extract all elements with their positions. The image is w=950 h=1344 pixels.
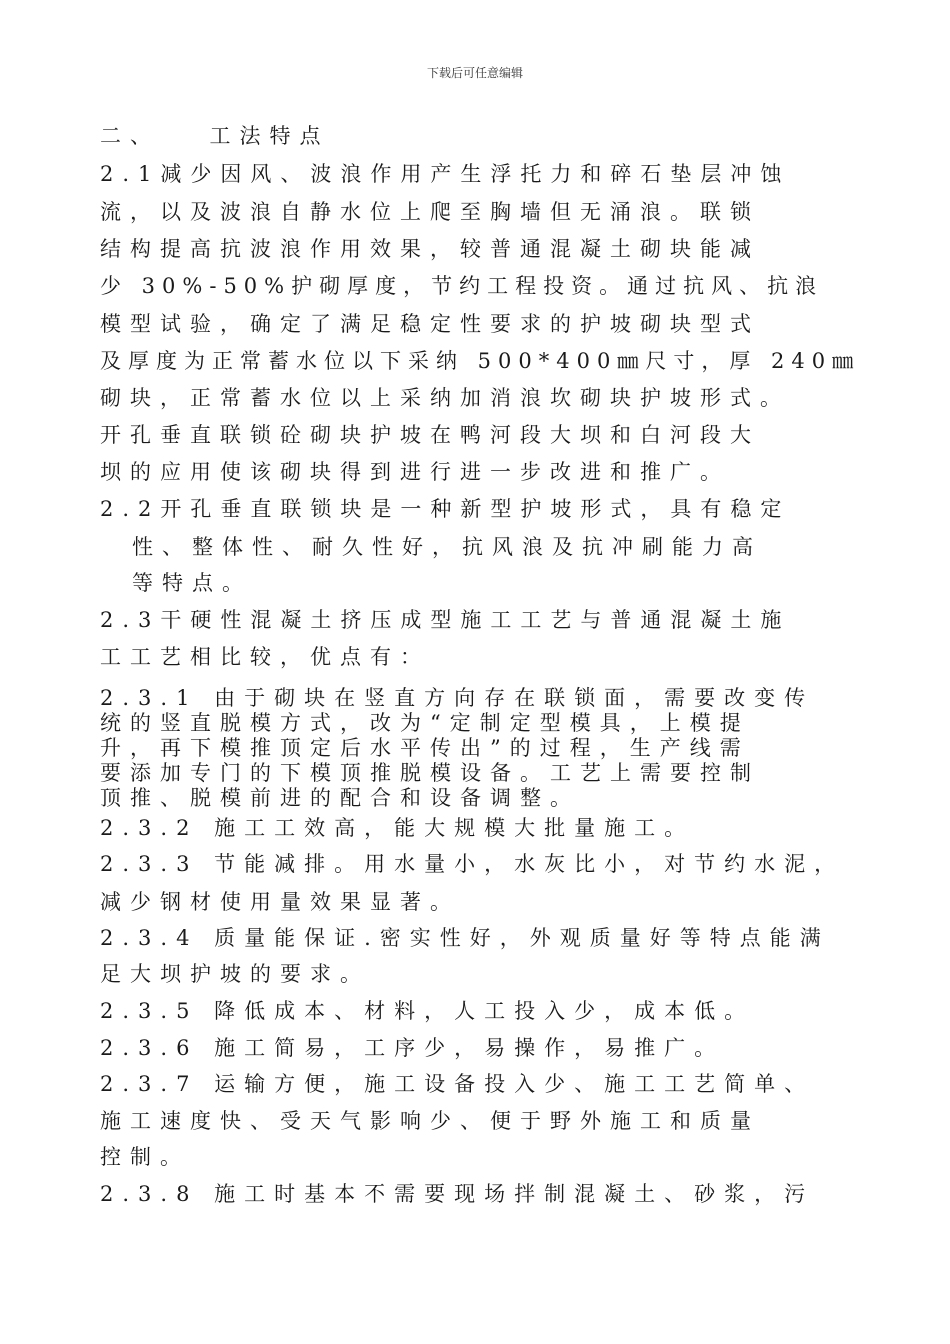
paragraph-line: 2.3.7 运输方便，施工设备投入少、施工工艺简单、	[100, 1072, 815, 1096]
paragraph-line: 足大坝护坡的要求。	[100, 962, 370, 986]
paragraph-line: 2.3干硬性混凝土挤压成型施工工艺与普通混凝土施	[100, 608, 791, 632]
paragraph-line: 施工速度快、受天气影响少、便于野外施工和质量	[100, 1109, 760, 1133]
paragraph-line: 性、整体性、耐久性好，抗风浪及抗冲刷能力高	[132, 535, 762, 559]
paragraph-line: 2.3.8 施工时基本不需要现场拌制混凝土、砂浆，污	[100, 1182, 815, 1206]
paragraph-line: 2.3.6 施工简易，工序少，易操作，易推广。	[100, 1036, 725, 1060]
paragraph-line: 要添加专门的下模顶推脱模设备。工艺上需要控制	[100, 761, 760, 785]
paragraph-line: 坝的应用使该砌块得到进行进一步改进和推广。	[100, 460, 730, 484]
paragraph-line: 2.3.4 质量能保证.密实性好，外观质量好等特点能满	[100, 926, 830, 950]
paragraph-line: 2.3.2 施工工效高，能大规模大批量施工。	[100, 816, 695, 840]
paragraph-line: 统的竖直脱模方式，改为“定制定型模具，上模提	[100, 711, 750, 735]
section-heading: 二、 工法特点	[100, 124, 330, 148]
paragraph-line: 2.1减少因风、波浪作用产生浮托力和碎石垫层冲蚀	[100, 162, 791, 186]
page-header-note: 下载后可任意编辑	[426, 66, 523, 80]
paragraph-line: 及厚度为正常蓄水位以下采纳 500*400㎜尺寸，厚 240㎜	[100, 349, 861, 373]
paragraph-line: 升，再下模推顶定后水平传出”的过程，生产线需	[100, 736, 750, 760]
paragraph-line: 砌块，正常蓄水位以上采纳加消浪坎砌块护坡形式。	[100, 386, 790, 410]
paragraph-line: 结构提高抗波浪作用效果，较普通混凝土砌块能减	[100, 237, 760, 261]
paragraph-line: 控制。	[100, 1145, 190, 1169]
paragraph-line: 开孔垂直联锁砼砌块护坡在鸭河段大坝和白河段大	[100, 423, 760, 447]
paragraph-line: 2.2开孔垂直联锁块是一种新型护坡形式，具有稳定	[100, 497, 791, 521]
paragraph-line: 模型试验，确定了满足稳定性要求的护坡砌块型式	[100, 312, 760, 336]
paragraph-line: 2.3.3 节能减排。用水量小，水灰比小，对节约水泥，	[100, 852, 845, 876]
paragraph-line: 流，以及波浪自静水位上爬至胸墙但无涌浪。联锁	[100, 200, 760, 224]
paragraph-line: 等特点。	[132, 571, 252, 595]
paragraph-line: 2.3.5 降低成本、材料，人工投入少，成本低。	[100, 999, 755, 1023]
paragraph-line: 工工艺相比较，优点有：	[100, 645, 430, 669]
paragraph-line: 2.3.1 由于砌块在竖直方向存在联锁面，需要改变传	[100, 686, 815, 710]
paragraph-line: 顶推、脱模前进的配合和设备调整。	[100, 786, 580, 810]
paragraph-line: 减少钢材使用量效果显著。	[100, 890, 460, 914]
paragraph-line: 少 30%-50%护砌厚度，节约工程投资。通过抗风、抗浪	[100, 274, 824, 298]
